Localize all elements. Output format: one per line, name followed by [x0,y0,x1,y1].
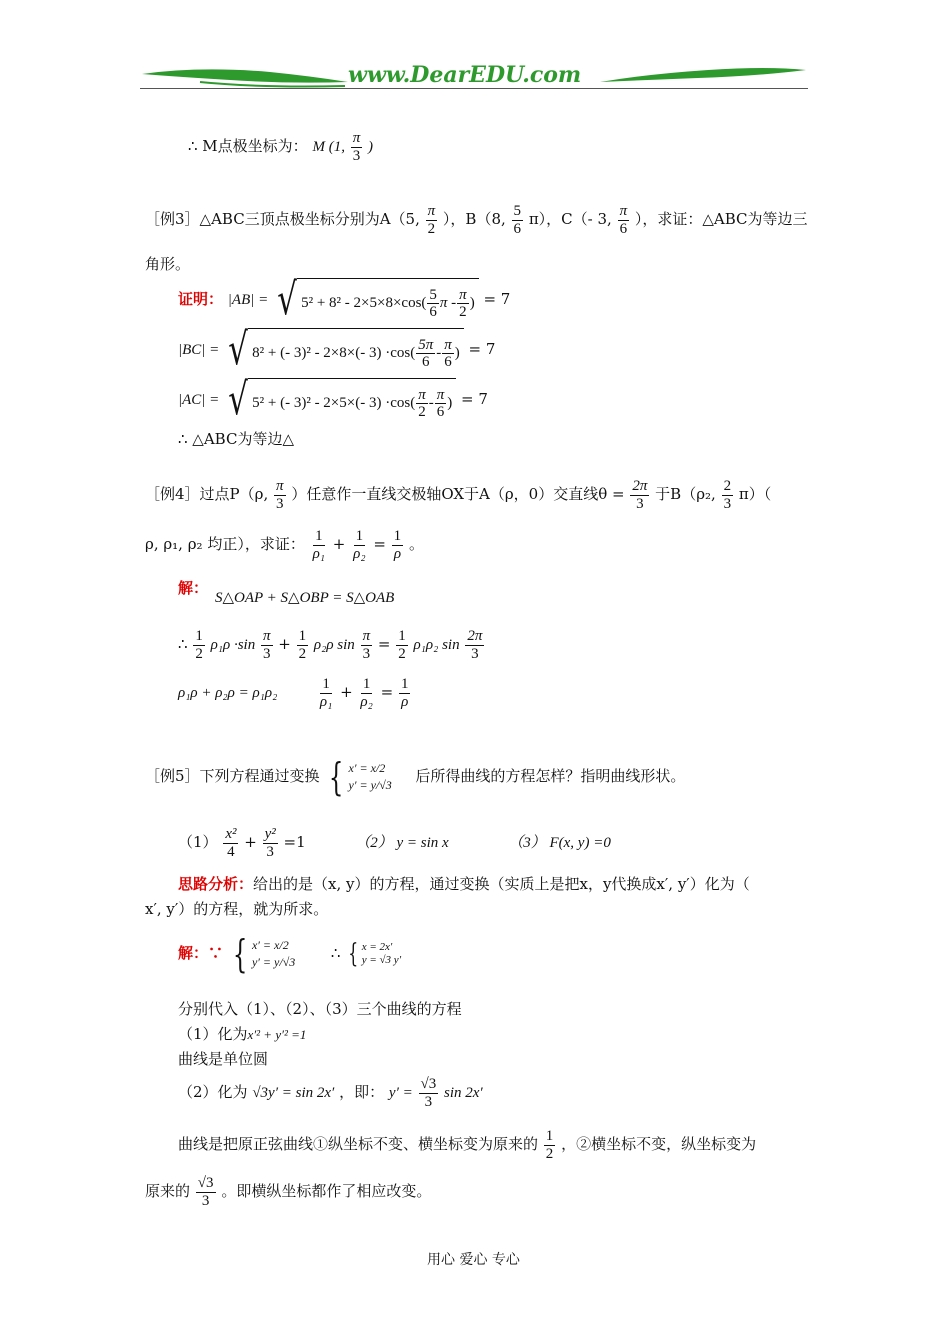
ex5-line1: ［例5］下列方程通过变换 { x′ = x/2 y′ = y/√3 后所得曲线的方程怎样？指明曲线形状。 [145,755,686,799]
ex3-line1: ［例3］△ABC三顶点极坐标分别为A（5, $\frac{\pi}{2}$ ），B（8, $\frac{5}{6}$ π），C（- 3, $\frac{\pi}{6}$ ），求证：△ABC为等边三 [145,203,808,237]
ex3-line2: 角形。 [145,255,191,273]
sqrt: √ 8² + (- 3)² - 2×8×(- 3) ·cos( $\frac{5\pi}{6}$ - $\frac{\pi}{6}$ ) [224,328,464,372]
ex4-line2: ρ, ρ₁, ρ₂ 均正），求证： $\frac{1}{\text{ρ₁}}$ + $\frac{1}{\text{ρ₂}}$ = $\frac{1}{\rho}$ 。 [145,528,424,562]
site-title: www.DearEDU.com [348,62,582,88]
ex3-conclusion: ∴ △ABC为等边△ [178,430,294,448]
m-prefix: ∴ M点极坐标为： [188,137,308,155]
given-system: { x′ = x/2 y′ = y/√3 [232,932,296,976]
ex5-analysis-line2: x′, y′）的方程，就为所求。 [145,900,329,918]
bc-equation: |BC| = √ 8² + (- 3)² - 2×8×(- 3) ·cos( $\frac{5\pi}{6}$ - $\frac{\pi}{6}$ ) = 7 [178,324,496,375]
ex5-analysis-line1: 思路分析：给出的是（x, y）的方程，通过变换（实质上是把x，y代换成x′, y′）化为（ [178,875,750,893]
ac-equation: |AC| = √ 5² + (- 3)² - 2×5×(- 3) ·cos( $\frac{\pi}{2}$ - $\frac{\pi}{6}$ ) = 7 [178,374,488,425]
m-point-line: ∴ M点极坐标为： M (1, $\frac{\pi}{3}$ ) [188,130,374,164]
ex5-r2: （2）化为 √3y′ = sin 2x′ ，即： y′ = $\frac{√3}{3}$ sin 2x′ [178,1076,483,1110]
ex5-questions: （1） $\frac{\text{x²}}{4}$ + $\frac{\text{y²}}{3}$ =1 （2） y = sin x （3） F(x, y) =0 [178,826,611,860]
ex4-solution-label: 解： [178,579,209,597]
m-label: M (1, [312,139,345,155]
inverse-system: { x = 2x′ y = √3 y′ [348,939,402,969]
fraction: $\frac{5}{6}$ [513,203,522,237]
proof-label: 证明： [178,290,224,308]
ab-equation: 证明： |AB| = √ 5² + 8² - 2×5×8×cos( $\frac{5}{6}$ π - $\frac{\pi}{2}$ ) = 7 [178,274,511,325]
ex5-substitute: 分别代入（1）、（2）、（3）三个曲线的方程 [178,1000,462,1018]
ex5-final-line2: 原来的 $\frac{√3}{3}$ 。即横纵坐标都作了相应改变。 [145,1175,432,1209]
area-equation: S△OAP + S△OBP = S△OAB [215,590,395,606]
fraction: $\frac{\pi}{3}$ [352,130,361,164]
ex5-solution: 解：∵ { x′ = x/2 y′ = y/√3 ∴ { x = 2x′ y = √3 y′ [178,932,402,976]
header-banner [140,60,808,92]
ex5-r1-shape: 曲线是单位圆 [178,1050,269,1068]
transform-system: { x′ = x/2 y′ = y/√3 [329,755,392,799]
ex4-line1: ［例4］过点P（ρ, $\frac{\pi}{3}$ ）任意作一直线交极轴OX于A（ρ，0）交直线θ = $\frac{2\pi}{3}$ 于B（ρ₂, $\frac{2}{3}$ π）（ [145,478,772,512]
ex5-final-line1: 曲线是把原正弦曲线①纵坐标不变、横坐标变为原来的 $\frac{1}{2}$ ，②横坐标不变，纵坐标变为 [178,1128,757,1162]
sqrt: √ 5² + (- 3)² - 2×5×(- 3) ·cos( $\frac{\pi}{2}$ - $\frac{\pi}{6}$ ) [224,378,456,422]
sqrt: √ 5² + 8² - 2×5×8×cos( $\frac{5}{6}$ π - $\frac{\pi}{2}$ ) [273,278,479,322]
fraction: $\frac{\pi}{2}$ [427,203,436,237]
fraction: $\frac{\pi}{6}$ [619,203,628,237]
ex4-eq1: ∴ $\frac{1}{2}$ ρ₁ρ ·sin $\frac{\pi}{3}$ + $\frac{1}{2}$ ρ₂ρ sin $\frac{\pi}{3}$ = $\frac{1}{2}$ ρ₁ρ₂ sin $\frac{2\pi}{3}$ [178,628,483,662]
ex4-eq2: ρ₁ρ + ρ₂ρ = ρ₁ρ₂ $\frac{1}{\text{ρ₁}}$ + $\frac{1}{\text{ρ₂}}$ = $\frac{1}{\rho}$ [178,676,409,710]
header-rule [140,88,808,89]
ex5-r1: （1）化为x′² + y′² =1 [178,1025,307,1043]
page-footer: 用心 爱心 专心 [427,1252,520,1268]
